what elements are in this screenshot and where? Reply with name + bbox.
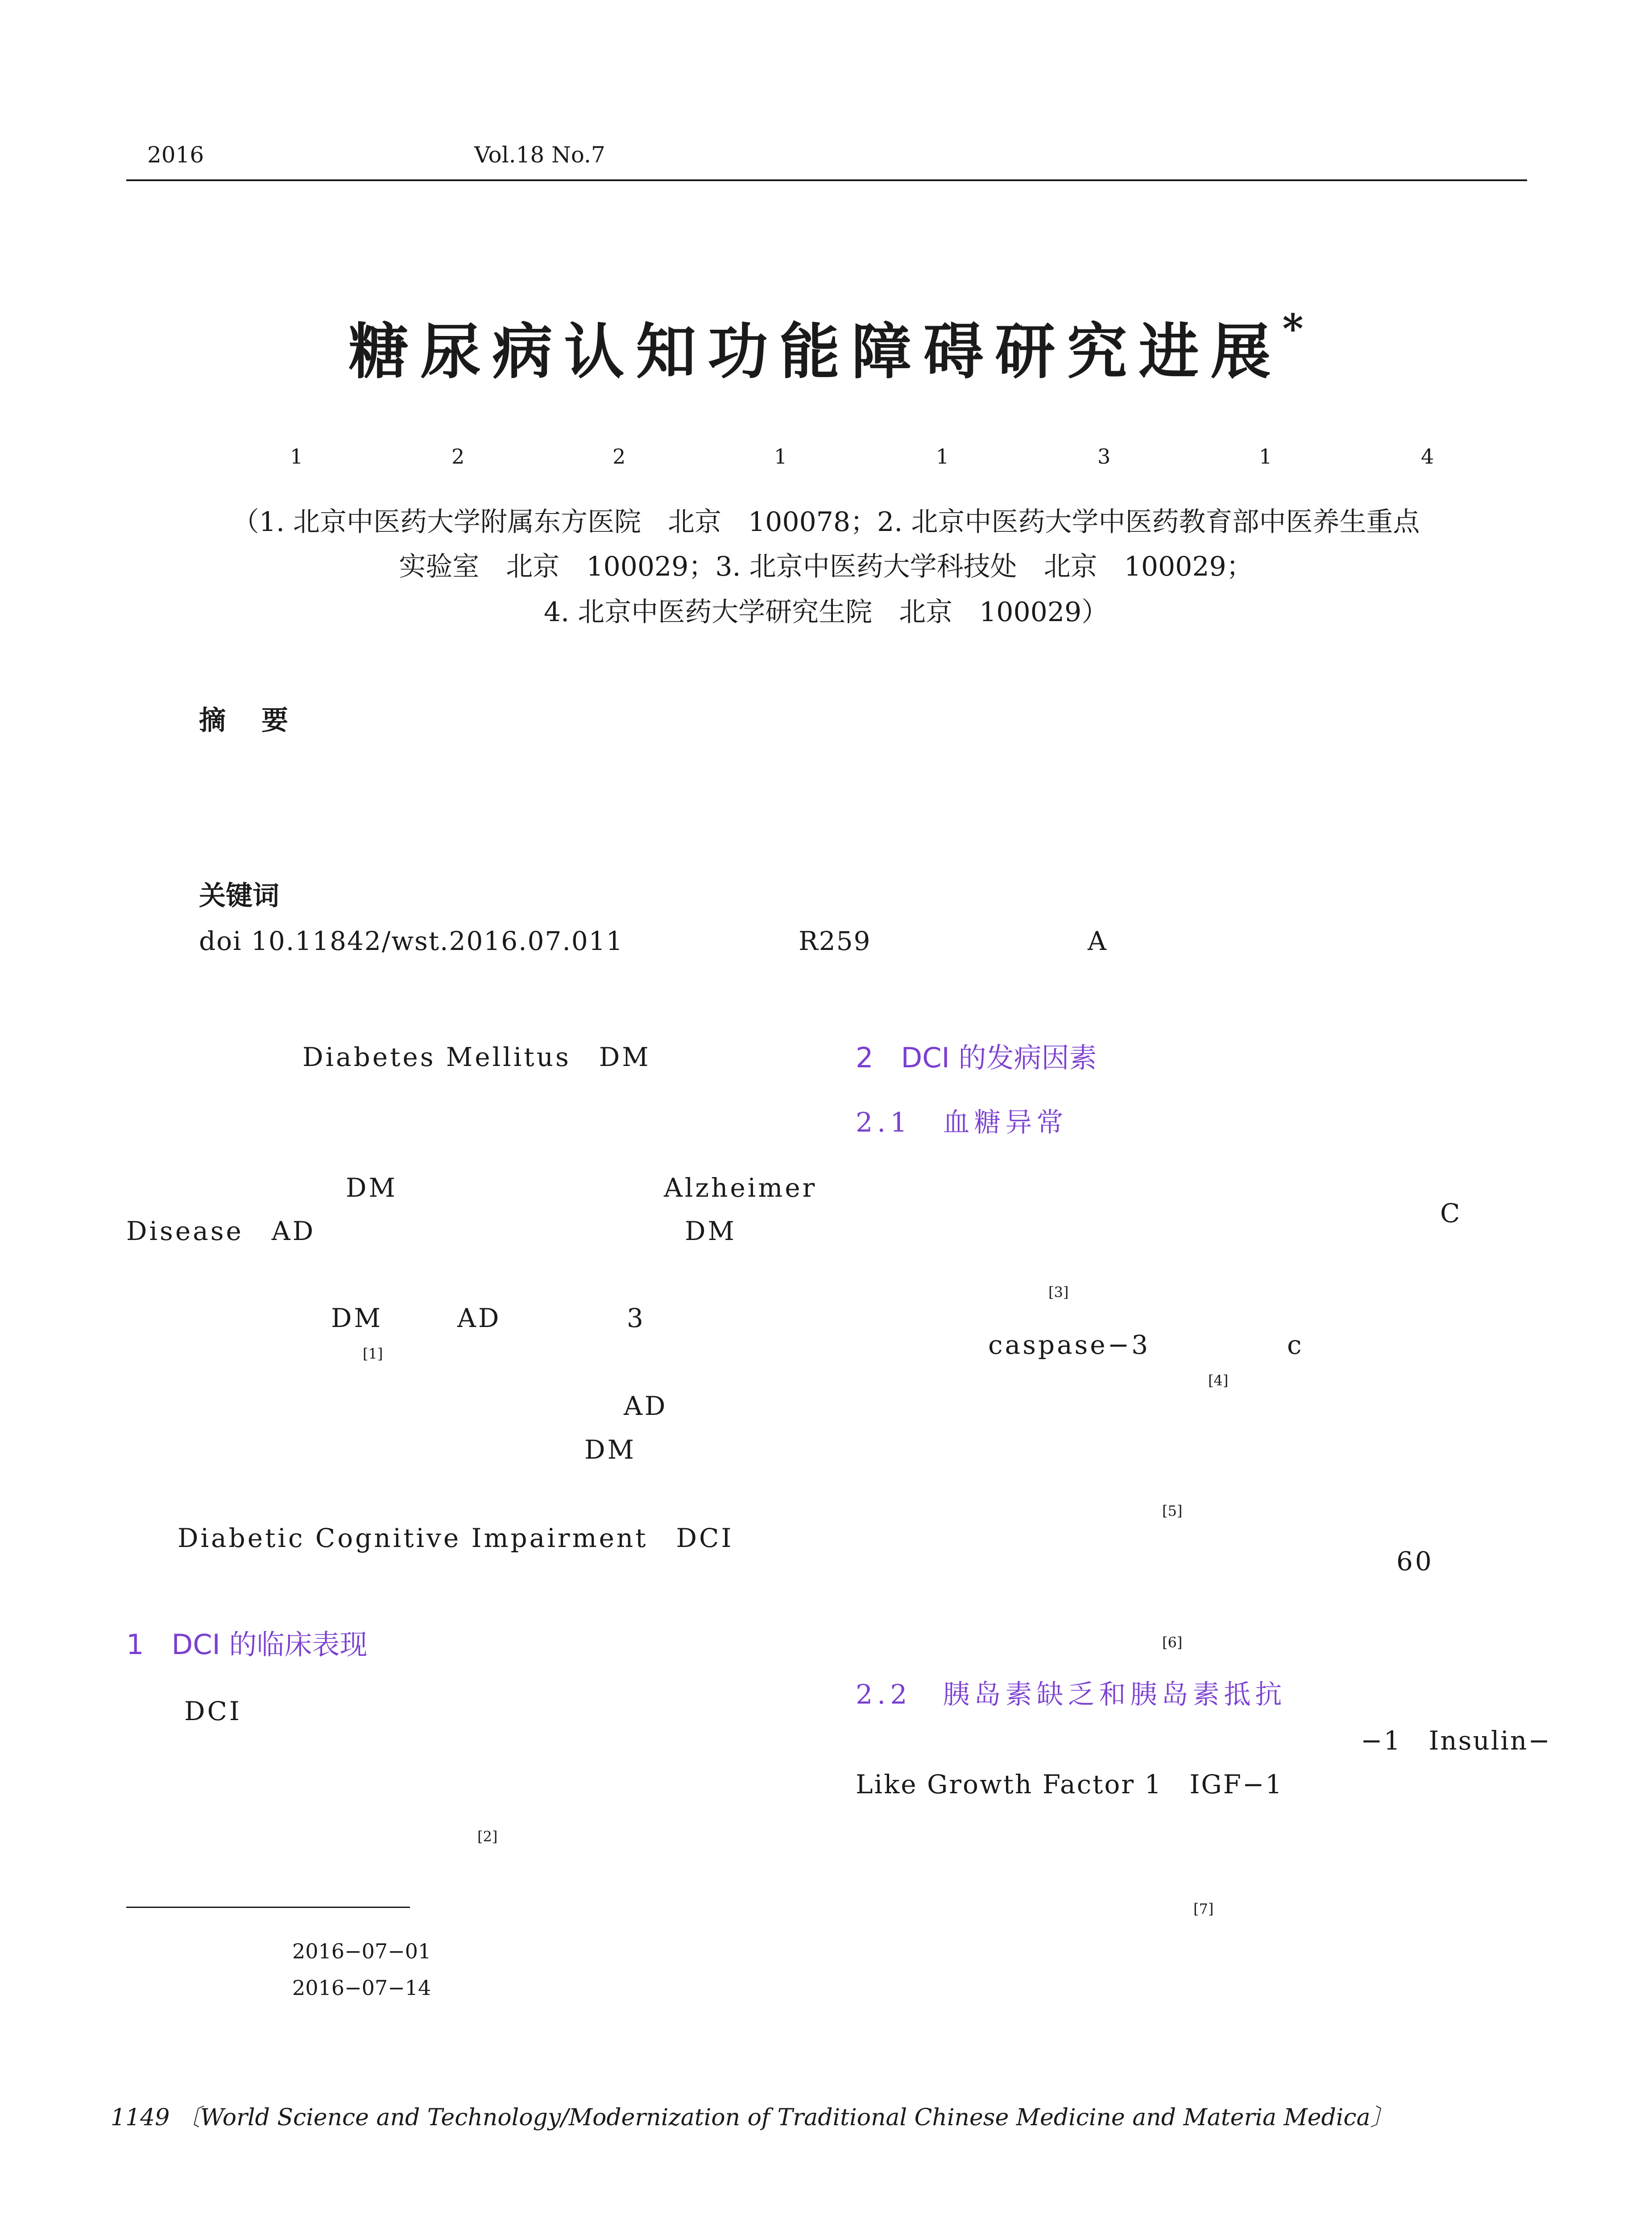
citation-ref: [3] — [1048, 1284, 1069, 1301]
text-fragment: AD — [624, 1391, 668, 1421]
text-fragment: DM — [685, 1216, 737, 1246]
text-fragment: Diabetes Mellitus DM — [302, 1042, 651, 1072]
section-heading-2: 2 DCI 的发病因素 — [856, 1041, 1097, 1074]
author-marker: 1 — [936, 444, 949, 469]
text-fragment: DM — [331, 1303, 383, 1333]
text-fragment: 60 — [1396, 1546, 1434, 1576]
author-marker: 2 — [613, 444, 626, 469]
text-fragment: DM — [584, 1435, 636, 1465]
footnote-rule — [126, 1907, 410, 1908]
author-marker: 1 — [1259, 444, 1272, 469]
affiliation-line: （1. 北京中医药大学附属东方医院 北京 100078；2. 北京中医药大学中医药教育部中医养生重点 — [232, 506, 1420, 538]
author-marker: 1 — [290, 444, 303, 469]
citation-ref: [4] — [1208, 1372, 1229, 1389]
author-marker: 1 — [774, 444, 787, 469]
article-title — [0, 305, 1652, 387]
text-fragment: caspase−3 — [988, 1330, 1151, 1360]
header-year: 2016 — [147, 142, 204, 168]
affiliation-line: 实验室 北京 100029；3. 北京中医药大学科技处 北京 100029； — [399, 551, 1253, 582]
keywords-label: 关键词 — [199, 880, 279, 912]
text-fragment: Alzheimer — [664, 1173, 817, 1203]
clc-number: R259 — [799, 926, 871, 956]
revised-date: 2016−07−14 — [292, 1976, 431, 2000]
subsection-heading-2-2: 2.2 胰岛素缺乏和胰岛素抵抗 — [856, 1679, 1287, 1710]
text-fragment: DCI — [184, 1696, 242, 1726]
author-marker: 4 — [1421, 444, 1434, 469]
citation-ref: [5] — [1162, 1502, 1183, 1519]
text-fragment: AD — [457, 1303, 501, 1333]
text-fragment: −1 Insulin− — [1361, 1725, 1551, 1756]
page-footer: 1149 〔World Science and Technology/Modernization of Traditional Chinese Medicine and Materia Medica〕 — [111, 2104, 1394, 2131]
citation-ref: [2] — [477, 1828, 498, 1845]
received-date: 2016−07−01 — [292, 1939, 431, 1963]
author-marker: 2 — [451, 444, 465, 469]
text-fragment: Like Growth Factor 1 IGF−1 — [856, 1769, 1284, 1800]
text-fragment: Disease AD — [126, 1216, 316, 1246]
affiliation-line: 4. 北京中医药大学研究生院 北京 100029） — [543, 597, 1109, 628]
citation-ref: [6] — [1162, 1634, 1183, 1651]
text-fragment: DM — [346, 1173, 397, 1203]
doi: doi 10.11842/wst.2016.07.011 — [199, 926, 624, 956]
document-code: A — [1088, 926, 1109, 956]
title-funding-mark: * — [1282, 305, 1304, 352]
text-fragment: c — [1287, 1330, 1304, 1360]
citation-ref: [1] — [363, 1345, 383, 1362]
author-marker: 3 — [1097, 444, 1111, 469]
text-fragment: 3 — [627, 1303, 646, 1333]
citation-ref: [7] — [1193, 1900, 1214, 1917]
section-heading-1: 1 DCI 的临床表现 — [126, 1628, 368, 1661]
title-text: 糖尿病认知功能障碍研究进展 — [348, 316, 1283, 387]
subsection-heading-2-1: 2.1 血糖异常 — [856, 1107, 1068, 1138]
header-rule — [126, 179, 1527, 181]
text-fragment: Diabetic Cognitive Impairment DCI — [178, 1523, 734, 1553]
text-fragment: C — [1440, 1198, 1462, 1228]
header-volume: Vol.18 No.7 — [474, 142, 605, 168]
abstract-label: 摘 要 — [199, 705, 293, 736]
